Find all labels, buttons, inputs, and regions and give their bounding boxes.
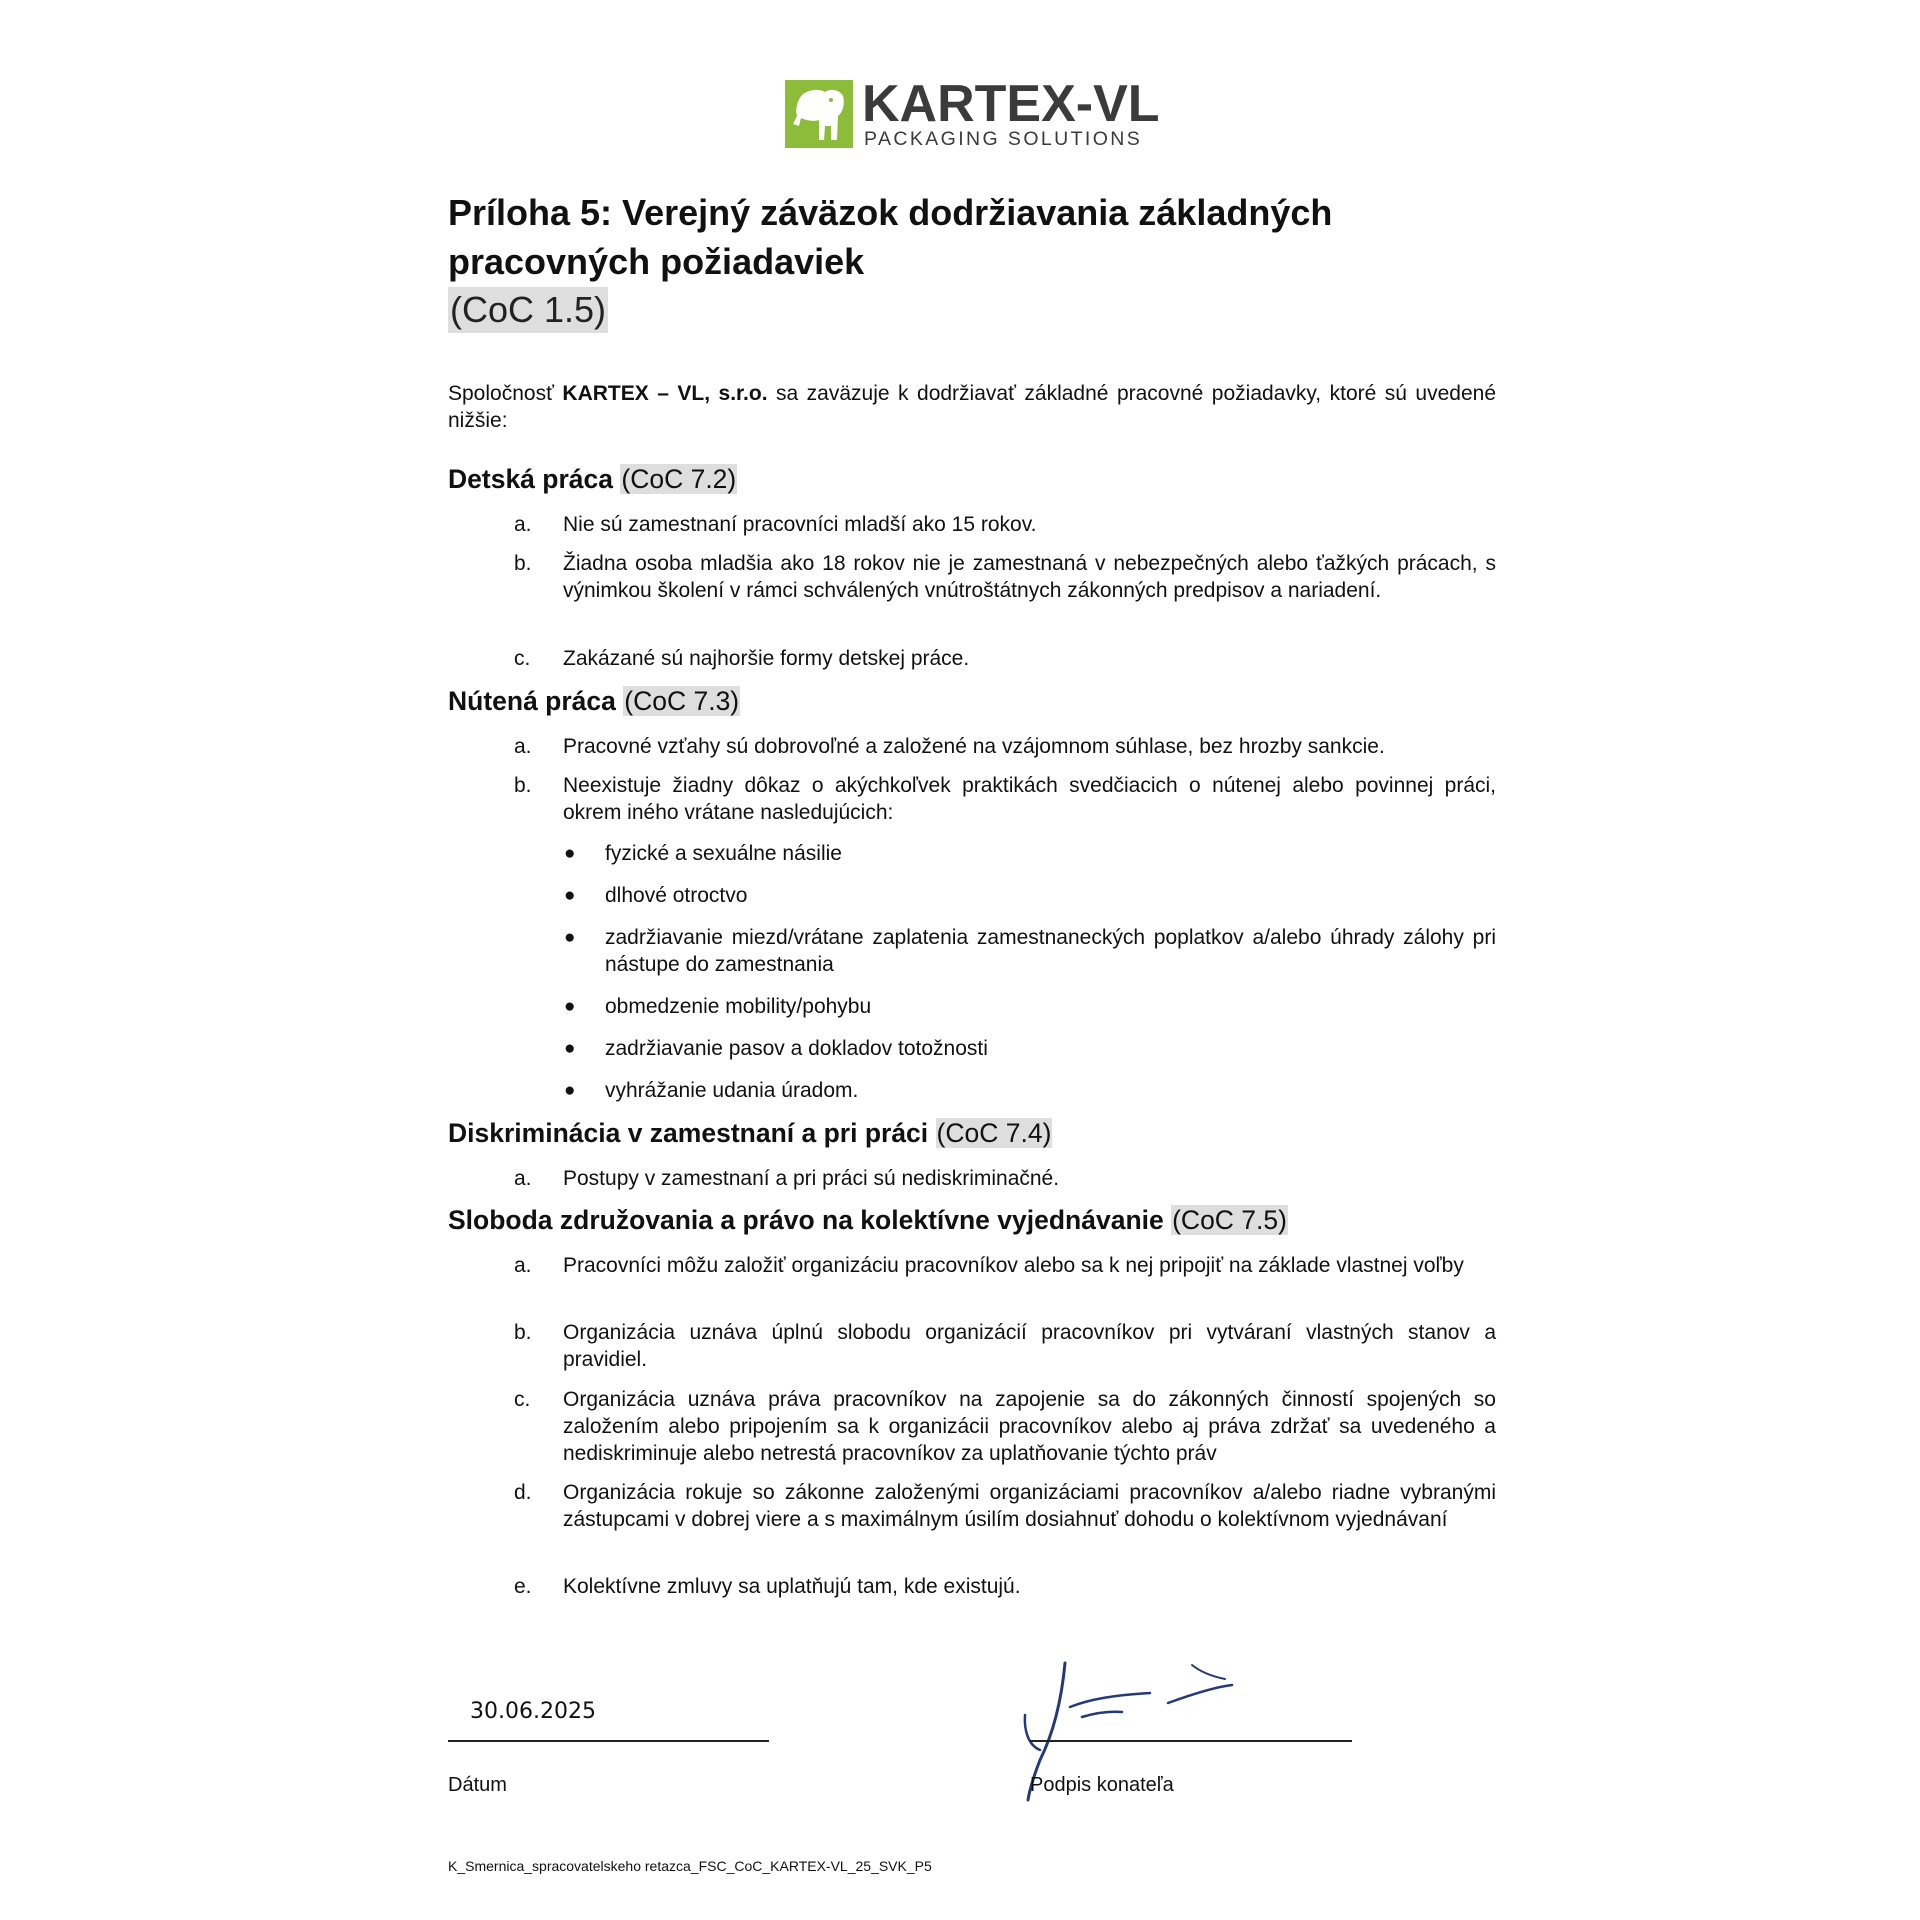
logo-tagline: PACKAGING SOLUTIONS	[864, 128, 1143, 150]
bullet-text: fyzické a sexuálne násilie	[605, 842, 842, 865]
bullet-icon: ●	[564, 843, 576, 864]
list-item-text: Neexistuje žiadny dôkaz o akýchkoľvek praktikách svedčiacich o nútenej alebo povinnej práci, okrem iného vrátane nasledujúcich:	[563, 774, 1496, 824]
bullet-text: vyhrážanie udania úradom.	[605, 1079, 859, 1102]
list-marker: d.	[514, 1481, 532, 1504]
section-reference: (CoC 7.4)	[936, 1118, 1052, 1148]
bullet-icon: ●	[564, 996, 576, 1017]
list-item-text: Organizácia uznáva úplnú slobodu organizácií pracovníkov pri vytváraní vlastných stanov a pravidiel.	[563, 1321, 1496, 1371]
list-item-text: Kolektívne zmluvy sa uplatňujú tam, kde existujú.	[563, 1575, 1021, 1598]
signature-line	[1030, 1740, 1352, 1742]
list-marker: b.	[514, 774, 532, 797]
section-heading-child-labour	[448, 462, 737, 496]
intro-paragraph	[448, 380, 1496, 434]
section-reference: (CoC 7.3)	[624, 686, 740, 716]
section-reference: (CoC 7.5)	[1172, 1205, 1287, 1235]
list-item-text: Pracovníci môžu založiť organizáciu pracovníkov alebo sa k nej pripojiť na základe vlastnej voľby	[563, 1254, 1464, 1277]
signature-label: Podpis konateľa	[1030, 1774, 1174, 1796]
elephant-icon	[785, 80, 853, 148]
section-heading-text: Sloboda združovania a právo na kolektívne vyjednávanie	[448, 1205, 1164, 1235]
list-item-text: Organizácia rokuje so zákonne založenými organizáciami pracovníkov a/alebo riadne vybranými zástupcami v dobrej viere a s maximálnym úsilím dosiahnuť dohodu o kolektívnom vyjednávaní	[563, 1481, 1496, 1531]
list-marker: c.	[514, 1388, 531, 1411]
date-value: 30.06.2025	[470, 1699, 596, 1724]
list-marker: a.	[514, 735, 532, 758]
section-heading-forced-labour	[448, 684, 740, 718]
page-title	[448, 188, 1508, 286]
section-heading-text: Diskriminácia v zamestnaní a pri práci	[448, 1118, 929, 1148]
company-logo	[785, 75, 1165, 152]
list-item-text: Pracovné vzťahy sú dobrovoľné a založené na vzájomnom súhlase, bez hrozby sankcie.	[563, 735, 1385, 758]
section-reference: (CoC 7.2)	[621, 464, 737, 494]
section-heading-text: Detská práca	[448, 464, 613, 494]
company-name: KARTEX – VL, s.r.o.	[562, 382, 768, 405]
list-marker: a.	[514, 513, 532, 536]
bullet-icon: ●	[564, 885, 576, 906]
list-marker: c.	[514, 647, 531, 670]
section-heading-freedom-of-association	[448, 1203, 1288, 1237]
list-item-text: Organizácia uznáva práva pracovníkov na zapojenie sa do zákonných činností spojených so založením alebo pripojením sa k organizácii pracovníkov alebo aj práva zdržať sa uvedeného a nediskriminuje alebo netrestá pracovníkov za uplatňovanie týchto práv	[563, 1388, 1496, 1465]
bullet-icon: ●	[564, 1080, 576, 1101]
list-marker: b.	[514, 1321, 532, 1344]
bullet-icon: ●	[564, 927, 576, 948]
date-line	[448, 1740, 769, 1742]
intro-post: sa zaväzuje k dodržiavať základné pracovné požiadavky, ktoré sú uvedené nižšie:	[448, 382, 1496, 432]
logo-name: KARTEX-VL	[862, 75, 1160, 133]
list-marker: a.	[514, 1167, 532, 1190]
title-line-1: Príloha 5: Verejný záväzok dodržiavania základných	[448, 192, 1333, 233]
bullet-text: zadržiavanie pasov a dokladov totožnosti	[605, 1037, 988, 1060]
title-reference: (CoC 1.5)	[448, 287, 608, 333]
list-marker: a.	[514, 1254, 532, 1277]
section-heading-text: Nútená práca	[448, 686, 616, 716]
list-item-text: Žiadna osoba mladšia ako 18 rokov nie je zamestnaná v nebezpečných alebo ťažkých prácach, s výnimkou školení v rámci schválených vnútroštátnych zákonných predpisov a nariadení.	[563, 552, 1496, 602]
bullet-text: obmedzenie mobility/pohybu	[605, 995, 872, 1018]
list-item-text: Postupy v zamestnaní a pri práci sú nediskriminačné.	[563, 1167, 1060, 1190]
list-marker: e.	[514, 1575, 532, 1598]
section-heading-discrimination	[448, 1116, 1052, 1150]
bullet-icon: ●	[564, 1038, 576, 1059]
list-item-text: Nie sú zamestnaní pracovníci mladší ako 15 rokov.	[563, 513, 1037, 536]
list-marker: b.	[514, 552, 532, 575]
list-item-text: Zakázané sú najhoršie formy detskej práce.	[563, 647, 970, 670]
bullet-text: zadržiavanie miezd/vrátane zaplatenia zamestnaneckých poplatkov a/alebo úhrady zálohy pri nástupe do zamestnania	[605, 926, 1496, 976]
title-line-2: pracovných požiadaviek	[448, 241, 865, 282]
bullet-text: dlhové otroctvo	[605, 884, 748, 907]
date-label: Dátum	[448, 1774, 507, 1796]
footer-filename: K_Smernica_spracovatelskeho retazca_FSC_CoC_KARTEX-VL_25_SVK_P5	[448, 1858, 932, 1874]
intro-pre: Spoločnosť	[448, 382, 563, 405]
